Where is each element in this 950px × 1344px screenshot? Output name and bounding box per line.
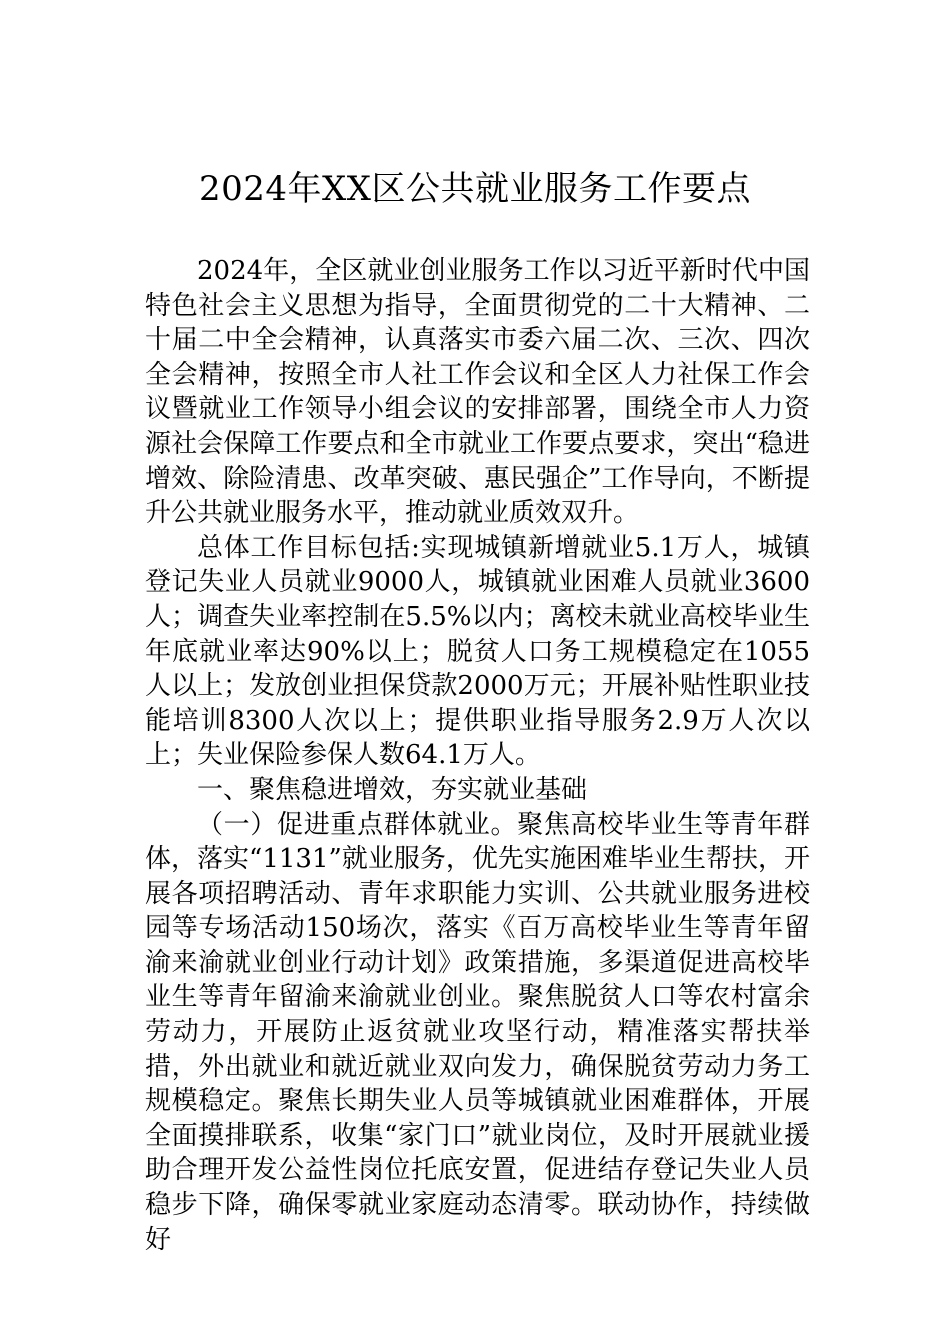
goals-paragraph: 总体工作目标包括:实现城镇新增就业5.1万人，城镇登记失业人员就业9000人，城镇就业困难人员就业3600人；调查失业率控制在5.5%以内；离校未就业高校毕业生年底就业率达90%以上；脱贫人口务工规模稳定在1055人以上；发放创业担保贷款2000万元；开展补贴性职业技能培训8300人次以上；提供职业指导服务2.9万人次以上；失业保险参保人数64.1万人。 bbox=[145, 532, 810, 771]
subsection-paragraph: （一）促进重点群体就业。聚焦高校毕业生等青年群体，落实“1131”就业服务，优先实施困难毕业生帮扶，开展各项招聘活动、青年求职能力实训、公共就业服务进校园等专场活动150场次，落实《百万高校毕业生等青年留渝来渝就业创业行动计划》政策措施，多渠道促进高校毕业生等青年留渝来渝就业创业。聚焦脱贫人口等农村富余劳动力，开展防止返贫就业攻坚行动，精准落实帮扶举措，外出就业和就近就业双向发力，确保脱贫劳动力务工规模稳定。聚焦长期失业人员等城镇就业困难群体，开展全面摸排联系，收集“家门口”就业岗位，及时开展就业援助合理开发公益性岗位托底安置，促进结存登记失业人员稳步下降，确保零就业家庭动态清零。联动协作，持续做好 bbox=[145, 809, 810, 1255]
document-title: 2024年XX区公共就业服务工作要点 bbox=[199, 169, 751, 209]
section-heading: 一、聚焦稳进增效，夯实就业基础 bbox=[197, 774, 588, 805]
document-body bbox=[145, 254, 810, 1257]
intro-paragraph: 2024年，全区就业创业服务工作以习近平新时代中国特色社会主义思想为指导，全面贯彻党的二十大精神、二十届二中全会精神，认真落实市委六届二次、三次、四次全会精神，按照全市人社工作会议和全区人力社保工作会议暨就业工作领导小组会议的安排部署，围绕全市人力资源社会保障工作要点和全市就业工作要点要求，突出“稳进增效、除险清患、改革突破、惠民强企”工作导向，不断提升公共就业服务水平，推动就业质效双升。 bbox=[145, 256, 810, 529]
